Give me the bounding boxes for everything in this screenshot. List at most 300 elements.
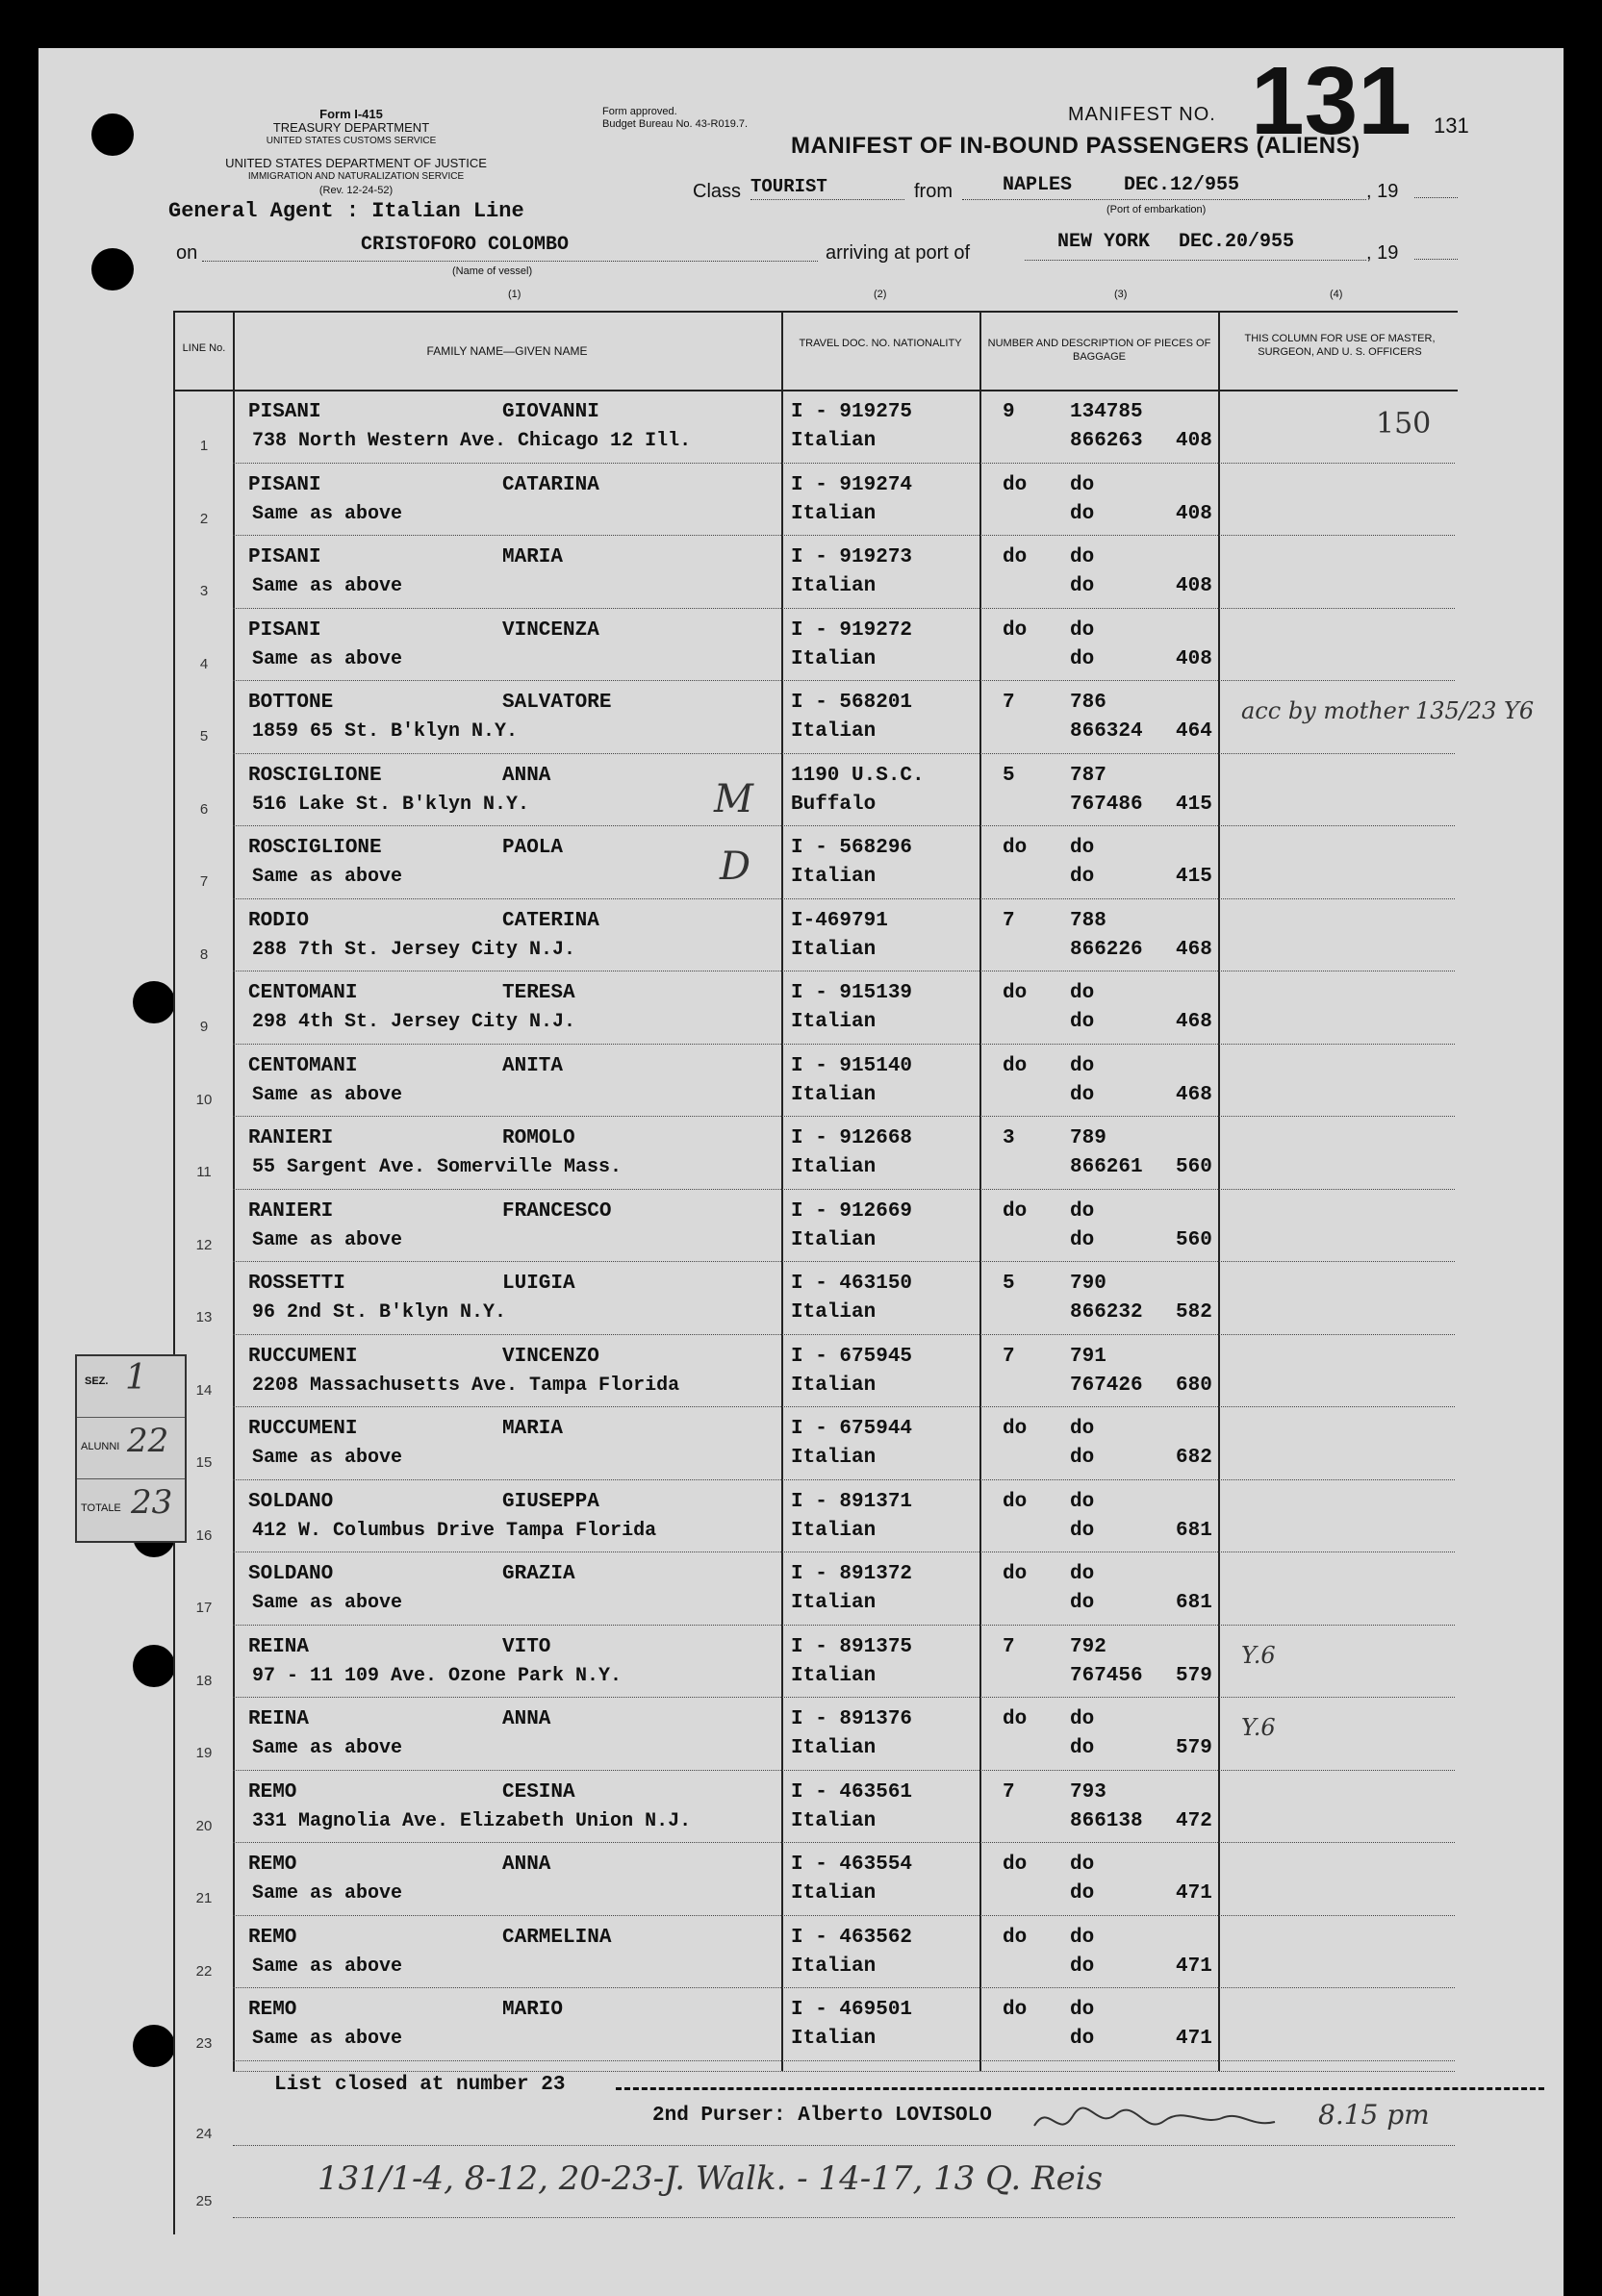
given-name: TERESA <box>502 982 575 1004</box>
baggage-tag-2: 866226 <box>1070 938 1143 961</box>
line-number: 20 <box>195 1817 213 1834</box>
baggage-pieces: do <box>1003 618 1028 642</box>
family-name: REMO <box>248 1926 297 1949</box>
punch-hole <box>133 1645 175 1687</box>
baggage-pieces: do <box>1003 1054 1028 1077</box>
baggage-pieces: do <box>1003 1999 1028 2021</box>
baggage-tag: 786 <box>1070 692 1106 714</box>
travel-doc-no: I - 891372 <box>791 1563 913 1585</box>
baggage-tag-2: do <box>1070 1083 1095 1106</box>
from-field <box>962 174 1366 200</box>
family-name: RANIERI <box>248 1199 334 1223</box>
vessel-caption: (Name of vessel) <box>452 265 533 277</box>
baggage-pieces: do <box>1003 1490 1028 1513</box>
arrival-port: NEW YORK <box>1057 231 1151 253</box>
baggage-tag-2: do <box>1070 575 1095 597</box>
given-name: ANNA <box>502 1708 551 1730</box>
family-name: PISANI <box>248 401 321 423</box>
line-number: 10 <box>195 1091 213 1108</box>
row-divider <box>233 535 1455 536</box>
address: Same as above <box>252 1955 403 1978</box>
revision: (Rev. 12-24-52) <box>318 185 394 196</box>
justice-block <box>168 157 544 197</box>
baggage-pieces: 7 <box>1003 1780 1015 1804</box>
given-name: VITO <box>502 1635 551 1658</box>
line-number: 16 <box>195 1526 213 1544</box>
manifest-number-small: 131 <box>1434 114 1469 138</box>
family-name: CENTOMANI <box>248 982 358 1004</box>
row-divider <box>233 2071 1455 2072</box>
address: Same as above <box>252 866 403 888</box>
nationality: Italian <box>791 1737 877 1759</box>
line-number: 2 <box>199 510 209 527</box>
given-name: VINCENZA <box>502 618 599 642</box>
given-name: CARMELINA <box>502 1926 612 1949</box>
cabin-number: 408 <box>1176 647 1212 670</box>
baggage-pieces: do <box>1003 546 1028 568</box>
baggage-pieces: do <box>1003 837 1028 859</box>
line-number: 7 <box>199 873 209 890</box>
baggage-tag-2: do <box>1070 2028 1095 2050</box>
family-name: REINA <box>248 1708 310 1730</box>
baggage-tag: do <box>1070 1854 1095 1876</box>
nationality: Italian <box>791 1809 877 1832</box>
margin-note-m: M <box>714 777 753 821</box>
line-number: 4 <box>199 655 209 672</box>
given-name: ANNA <box>502 1854 551 1876</box>
row-divider <box>233 2145 1455 2146</box>
vessel-name: CRISTOFORO COLOMBO <box>361 234 570 256</box>
year-field-2 <box>1414 259 1458 260</box>
row-divider <box>233 1189 1455 1190</box>
budget-bureau: Budget Bureau No. 43-R019.7. <box>602 118 749 130</box>
row-divider <box>233 1625 1455 1626</box>
line-number: 23 <box>195 2035 213 2052</box>
baggage-tag-2: do <box>1070 1228 1095 1251</box>
alunni-label: ALUNNI <box>81 1441 120 1452</box>
line-number: 5 <box>199 728 209 744</box>
line-number: 11 <box>196 1164 212 1180</box>
line-number: 1 <box>199 438 209 454</box>
nationality: Italian <box>791 430 877 452</box>
from-label: from <box>914 181 953 202</box>
nationality: Italian <box>791 2028 877 2050</box>
row-divider <box>233 1334 1455 1335</box>
nationality: Italian <box>791 575 877 597</box>
port-embarkation-caption: (Port of embarkation) <box>1106 204 1207 215</box>
nationality: Italian <box>791 1882 877 1905</box>
nationality: Italian <box>791 866 877 888</box>
cabin-number: 560 <box>1176 1228 1212 1251</box>
col-divider-1 <box>233 311 235 2071</box>
cabin-number: 415 <box>1176 866 1212 888</box>
family-name: SOLDANO <box>248 1563 334 1585</box>
cabin-number: 681 <box>1176 1592 1212 1614</box>
travel-doc-no: I - 915139 <box>791 982 913 1004</box>
baggage-tag-2: 866232 <box>1070 1301 1143 1324</box>
address: Same as above <box>252 1228 403 1251</box>
travel-doc-no: I - 463554 <box>791 1854 913 1876</box>
year-label: , 19 <box>1366 181 1399 202</box>
baggage-tag: 788 <box>1070 909 1106 932</box>
nationality: Italian <box>791 502 877 525</box>
travel-doc-no: I - 919272 <box>791 618 913 642</box>
cabin-number: 471 <box>1176 2028 1212 2050</box>
baggage-pieces: do <box>1003 473 1028 496</box>
row-divider <box>233 1479 1455 1480</box>
travel-doc-no: I - 915140 <box>791 1054 913 1077</box>
baggage-pieces: 7 <box>1003 1345 1015 1368</box>
cabin-number: 582 <box>1176 1301 1212 1324</box>
given-name: GIOVANNI <box>502 401 599 423</box>
row-divider <box>233 2217 1455 2218</box>
cabin-number: 471 <box>1176 1955 1212 1978</box>
given-name: ANITA <box>502 1054 564 1077</box>
travel-doc-no: I - 463561 <box>791 1780 913 1804</box>
family-name: RUCCUMENI <box>248 1345 358 1368</box>
line-number: 21 <box>195 1890 213 1906</box>
line-number: 14 <box>195 1381 213 1399</box>
baggage-tag-2: do <box>1070 1519 1095 1542</box>
baggage-tag-2: 866138 <box>1070 1809 1143 1832</box>
from-port: NAPLES <box>1003 174 1073 196</box>
row-divider <box>233 1770 1455 1771</box>
nationality: Italian <box>791 1083 877 1106</box>
line-number: 18 <box>195 1672 213 1689</box>
justice-dept: UNITED STATES DEPARTMENT OF JUSTICE <box>225 156 487 170</box>
form-header-left <box>241 108 462 148</box>
vessel-field <box>202 234 818 262</box>
treasury-dept: TREASURY DEPARTMENT <box>272 120 430 135</box>
cabin-number: 468 <box>1176 1083 1212 1106</box>
cabin-number: 680 <box>1176 1374 1212 1397</box>
baggage-tag: do <box>1070 982 1095 1004</box>
row-divider <box>233 2060 1455 2061</box>
baggage-pieces: 5 <box>1003 1273 1015 1295</box>
family-name: RANIERI <box>248 1127 334 1149</box>
baggage-tag-2: do <box>1070 1011 1095 1033</box>
manifest-no-label: MANIFEST NO. <box>1068 104 1216 125</box>
baggage-tag: do <box>1070 1999 1095 2021</box>
table-left-border <box>173 311 175 2234</box>
address: 331 Magnolia Ave. Elizabeth Union N.J. <box>252 1809 692 1832</box>
line-number: 12 <box>195 1236 213 1253</box>
nationality: Italian <box>791 1301 877 1324</box>
travel-doc-no: I - 919274 <box>791 473 913 496</box>
baggage-tag: do <box>1070 837 1095 859</box>
baggage-pieces: do <box>1003 1926 1028 1949</box>
baggage-pieces: 7 <box>1003 909 1015 932</box>
address: 1859 65 St. B'klyn N.Y. <box>252 720 519 743</box>
col-divider-3 <box>979 311 981 2071</box>
baggage-tag: 792 <box>1070 1635 1106 1658</box>
year-field <box>1414 197 1458 198</box>
address: 2208 Massachusetts Ave. Tampa Florida <box>252 1374 680 1397</box>
given-name: PAOLA <box>502 837 564 859</box>
address: Same as above <box>252 2028 403 2050</box>
punch-hole <box>91 248 134 290</box>
baggage-tag: 787 <box>1070 764 1106 787</box>
given-name: GIUSEPPA <box>502 1490 599 1513</box>
travel-doc-no: I - 675945 <box>791 1345 913 1368</box>
baggage-pieces: 9 <box>1003 401 1015 423</box>
baggage-tag: do <box>1070 1054 1095 1077</box>
baggage-tag-2: do <box>1070 1737 1095 1759</box>
family-name: ROSCIGLIONE <box>248 764 382 787</box>
cabin-number: 408 <box>1176 430 1212 452</box>
travel-doc-no: I - 568296 <box>791 837 913 859</box>
given-name: ROMOLO <box>502 1127 575 1149</box>
cabin-number: 682 <box>1176 1447 1212 1469</box>
address: Same as above <box>252 502 403 525</box>
travel-doc-no: I - 919275 <box>791 401 913 423</box>
baggage-tag-2: do <box>1070 866 1095 888</box>
tally-stamp <box>75 1354 187 1543</box>
travel-doc-no: I - 919273 <box>791 546 913 568</box>
travel-doc-no: I - 912669 <box>791 1199 913 1223</box>
family-name: REMO <box>248 1854 297 1876</box>
baggage-pieces: do <box>1003 1854 1028 1876</box>
travel-doc-no: I - 469501 <box>791 1999 913 2021</box>
cabin-number: 408 <box>1176 575 1212 597</box>
cabin-number: 464 <box>1176 720 1212 743</box>
row-divider <box>233 1406 1455 1407</box>
row-divider <box>233 1697 1455 1698</box>
baggage-tag: do <box>1070 618 1095 642</box>
nationality: Italian <box>791 1228 877 1251</box>
general-agent: General Agent : Italian Line <box>168 199 524 223</box>
given-name: MARIA <box>502 546 564 568</box>
baggage-tag: do <box>1070 546 1095 568</box>
nationality: Italian <box>791 938 877 961</box>
time-note: 8.15 pm <box>1318 2099 1430 2131</box>
approval-block <box>602 106 748 131</box>
baggage-tag-2: do <box>1070 1955 1095 1978</box>
nationality: Italian <box>791 1519 877 1542</box>
baggage-tag: do <box>1070 1708 1095 1730</box>
officer-note: Y.6 <box>1241 1714 1276 1741</box>
baggage-pieces: 7 <box>1003 1635 1015 1658</box>
col-num-4: (4) <box>1330 289 1343 300</box>
address: Same as above <box>252 575 403 597</box>
line-number-24: 24 <box>195 2126 213 2142</box>
address: 97 - 11 109 Ave. Ozone Park N.Y. <box>252 1664 623 1687</box>
officer-note: Y.6 <box>1241 1641 1276 1669</box>
line-number: 9 <box>199 1019 209 1035</box>
baggage-pieces: 3 <box>1003 1127 1015 1149</box>
given-name: MARIO <box>502 1999 564 2021</box>
nationality: Italian <box>791 1011 877 1033</box>
nationality: Italian <box>791 1592 877 1614</box>
family-name: ROSSETTI <box>248 1273 345 1295</box>
cabin-number: 579 <box>1176 1664 1212 1687</box>
baggage-tag: 793 <box>1070 1780 1106 1804</box>
nationality: Italian <box>791 720 877 743</box>
baggage-tag: do <box>1070 1418 1095 1440</box>
baggage-tag: do <box>1070 1926 1095 1949</box>
given-name: FRANCESCO <box>502 1199 612 1223</box>
line-number: 19 <box>195 1745 213 1761</box>
punch-hole <box>91 114 134 156</box>
baggage-pieces: do <box>1003 1563 1028 1585</box>
address: 55 Sargent Ave. Somerville Mass. <box>252 1156 623 1178</box>
travel-doc-no: I - 675944 <box>791 1418 913 1440</box>
cabin-number: 472 <box>1176 1809 1212 1832</box>
purser-signature <box>1030 2097 1280 2145</box>
purser-name: 2nd Purser: Alberto LOVISOLO <box>652 2105 992 2127</box>
baggage-tag-2: do <box>1070 1882 1095 1905</box>
given-name: CATERINA <box>502 909 599 932</box>
address: 516 Lake St. B'klyn N.Y. <box>252 793 530 816</box>
row-divider <box>233 463 1455 464</box>
travel-doc-no: I - 568201 <box>791 692 913 714</box>
arriving-label: arriving at port of <box>826 242 971 264</box>
baggage-tag: do <box>1070 1199 1095 1223</box>
line-number: 3 <box>199 583 209 599</box>
stamp-sez <box>77 1356 185 1418</box>
family-name: SOLDANO <box>248 1490 334 1513</box>
col-divider-4 <box>1218 311 1220 2071</box>
given-name: SALVATORE <box>502 692 612 714</box>
nationality: Italian <box>791 1664 877 1687</box>
stamp-alunni <box>77 1418 185 1479</box>
cabin-number: 681 <box>1176 1519 1212 1542</box>
customs-service: UNITED STATES CUSTOMS SERVICE <box>266 136 437 146</box>
travel-doc-no: I-469791 <box>791 909 888 932</box>
cabin-number: 560 <box>1176 1156 1212 1178</box>
address: 298 4th St. Jersey City N.J. <box>252 1011 576 1033</box>
closing-dashes <box>616 2087 1544 2090</box>
examiner-note: 131/1-4, 8-12, 20-23-J. Walk. - 14-17, 13 Q. Reis <box>318 2159 1104 2198</box>
row-divider <box>233 1915 1455 1916</box>
baggage-tag-2: do <box>1070 1447 1095 1469</box>
col-num-2: (2) <box>874 289 887 300</box>
col-header-line-no: LINE No. <box>182 342 226 354</box>
given-name: ANNA <box>502 764 551 787</box>
line-number-25: 25 <box>195 2193 213 2209</box>
nationality: Buffalo <box>791 793 877 816</box>
cabin-number: 408 <box>1176 502 1212 525</box>
row-divider <box>233 1116 1455 1117</box>
ins-service: IMMIGRATION AND NATURALIZATION SERVICE <box>247 171 465 182</box>
travel-doc-no: 1190 U.S.C. <box>791 764 925 787</box>
row-divider <box>233 1842 1455 1843</box>
baggage-pieces: do <box>1003 1199 1028 1223</box>
family-name: CENTOMANI <box>248 1054 358 1077</box>
row-divider <box>233 1987 1455 1988</box>
baggage-tag-2: 767486 <box>1070 793 1143 816</box>
address: 738 North Western Ave. Chicago 12 Ill. <box>252 430 692 452</box>
col-num-3: (3) <box>1114 289 1128 300</box>
sez-value: 1 <box>125 1358 147 1398</box>
alunni-value: 22 <box>127 1422 169 1460</box>
form-approved: Form approved. <box>602 106 677 117</box>
on-label: on <box>176 242 198 264</box>
line-number: 8 <box>199 946 209 963</box>
line-number: 17 <box>195 1600 213 1616</box>
header-bottom-border <box>173 390 1458 391</box>
col-header-travel-doc: TRAVEL DOC. NO. NATIONALITY <box>799 338 962 349</box>
nationality: Italian <box>791 1156 877 1178</box>
row-divider <box>233 1261 1455 1262</box>
sez-label: SEZ. <box>85 1375 109 1387</box>
line-number: 22 <box>195 1962 213 1980</box>
baggage-tag-2: 866324 <box>1070 720 1143 743</box>
baggage-pieces: do <box>1003 982 1028 1004</box>
stamp-totale <box>77 1479 185 1540</box>
travel-doc-no: I - 463562 <box>791 1926 913 1949</box>
row-divider <box>233 898 1455 899</box>
baggage-tag: 790 <box>1070 1273 1106 1295</box>
family-name: PISANI <box>248 473 321 496</box>
family-name: REMO <box>248 1780 297 1804</box>
address: Same as above <box>252 1882 403 1905</box>
baggage-tag-2: 866261 <box>1070 1156 1143 1178</box>
given-name: CESINA <box>502 1780 575 1804</box>
col-header-name: FAMILY NAME—GIVEN NAME <box>426 344 588 358</box>
address: Same as above <box>252 1083 403 1106</box>
travel-doc-no: I - 463150 <box>791 1273 913 1295</box>
family-name: BOTTONE <box>248 692 334 714</box>
manifest-number-stamp: 131 <box>1251 47 1411 155</box>
margin-note-d: D <box>720 845 751 889</box>
row-divider <box>233 608 1455 609</box>
class-label: Class <box>693 181 742 202</box>
nationality: Italian <box>791 1447 877 1469</box>
punch-hole <box>133 2025 175 2067</box>
form-number: Form I-415 <box>319 107 383 121</box>
address: Same as above <box>252 1737 403 1759</box>
line-number: 15 <box>195 1454 213 1471</box>
row-divider <box>233 753 1455 754</box>
list-closed-text: List closed at number 23 <box>274 2074 566 2096</box>
officer-note: acc by mother 135/23 Y6 <box>1241 697 1535 724</box>
totale-label: TOTALE <box>81 1502 121 1514</box>
col-num-1: (1) <box>508 289 521 300</box>
family-name: RODIO <box>248 909 310 932</box>
col-divider-2 <box>781 311 783 2071</box>
baggage-tag: do <box>1070 1563 1095 1585</box>
class-value: TOURIST <box>750 176 904 200</box>
arrival-date: DEC.20/955 <box>1179 231 1295 253</box>
baggage-tag: do <box>1070 1490 1095 1513</box>
address: Same as above <box>252 1447 403 1469</box>
baggage-pieces: do <box>1003 1708 1028 1730</box>
address: 288 7th St. Jersey City N.J. <box>252 938 576 961</box>
nationality: Italian <box>791 647 877 670</box>
baggage-tag-2: 767426 <box>1070 1374 1143 1397</box>
cabin-number: 468 <box>1176 1011 1212 1033</box>
year-label-2: , 19 <box>1366 242 1399 264</box>
line-number: 13 <box>195 1309 213 1325</box>
family-name: ROSCIGLIONE <box>248 837 382 859</box>
family-name: RUCCUMENI <box>248 1418 358 1440</box>
cabin-number: 471 <box>1176 1882 1212 1905</box>
given-name: LUIGIA <box>502 1273 575 1295</box>
travel-doc-no: I - 891376 <box>791 1708 913 1730</box>
row-divider <box>233 825 1455 826</box>
baggage-tag-2: 767456 <box>1070 1664 1143 1687</box>
address: 412 W. Columbus Drive Tampa Florida <box>252 1519 657 1542</box>
baggage-pieces: 7 <box>1003 692 1015 714</box>
col-header-baggage: NUMBER AND DESCRIPTION OF PIECES OF BAGGAGE <box>987 338 1211 363</box>
address: Same as above <box>252 647 403 670</box>
nationality: Italian <box>791 1955 877 1978</box>
baggage-tag-2: do <box>1070 647 1095 670</box>
row-divider <box>233 680 1455 681</box>
baggage-tag: do <box>1070 473 1095 496</box>
col-header-officers: THIS COLUMN FOR USE OF MASTER, SURGEON, AND U. S. OFFICERS <box>1244 333 1436 358</box>
